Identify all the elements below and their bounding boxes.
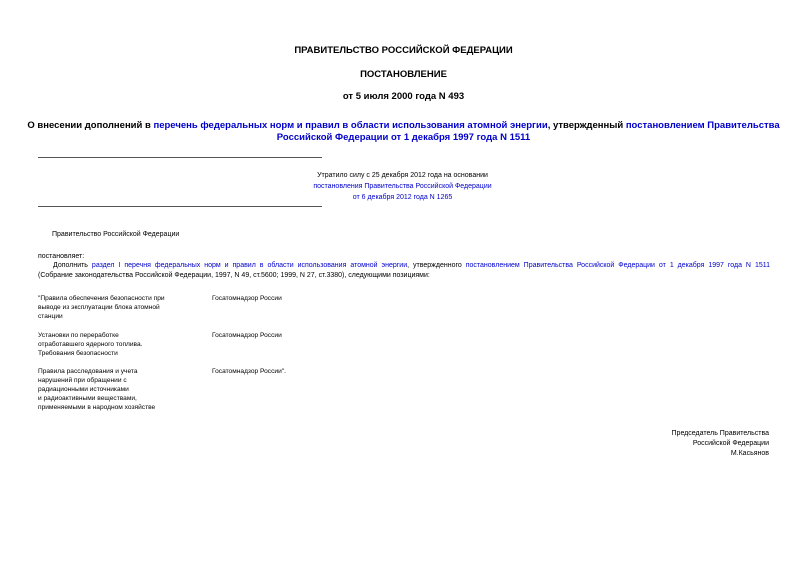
heading-link-resolution-1[interactable]: постановлением Правительства [625,120,780,131]
decides-text: постановляет: [38,253,85,260]
position-line: радиационными источниками [38,386,129,393]
heading-text-1: О внесении дополнений в [27,120,154,131]
divider-top [38,157,322,158]
paragraph-text-2: , утвержденного [407,262,466,269]
main-paragraph [38,261,770,280]
signature-block [672,429,769,459]
status-note [300,170,505,203]
position-line: отработавшего ядерного топлива. [38,341,143,348]
position-2-authority: Госатомнадзор России [212,332,282,339]
position-line: Требования безопасности [38,350,118,357]
position-line: "Правила обеспечения безопасности при [38,295,165,302]
signature-title-2: Российской Федерации [692,440,769,447]
position-1-authority: Госатомнадзор России [212,295,282,302]
position-3-title [38,367,188,412]
status-note-text: Утратило силу с 25 декабря 2012 года на основании [317,172,488,179]
signature-title-1: Председатель Правительства [671,430,769,437]
heading-text-2: , утвержденный [547,120,626,131]
heading-link-resolution-2[interactable]: Российской Федерации от 1 декабря 1997 года N 1511 [276,132,531,143]
position-line: Правила расследования и учета [38,368,138,375]
signature-name: М.Касьянов [730,450,769,457]
position-line: и радиоактивными веществами, [38,395,137,402]
position-3-authority: Госатомнадзор России". [212,368,286,375]
paragraph-text-3: (Собрание законодательства Российской Федерации, 1997, N 49, ст.5600; 1999, N 27, ст.3380), следующими позициями: [38,271,430,279]
position-line: выводе из эксплуатации блока атомной [38,304,160,311]
status-note-link-1[interactable]: постановления Правительства Российской Федерации [313,183,492,190]
position-line: нарушений при обращении с [38,377,127,384]
paragraph-link-section[interactable]: раздел I перечня федеральных норм и правил в области использования атомной энергии [91,262,408,269]
position-2-title [38,331,188,358]
issuer-text: Правительство Российской Федерации [52,231,180,238]
document-type: ПОСТАНОВЛЕНИЕ [360,69,447,80]
paragraph-link-resolution[interactable]: постановлением Правительства Российской Федерации от 1 декабря 1997 года N 1511 [465,262,770,269]
divider-bottom [38,206,322,207]
status-note-link-2[interactable]: от 6 декабря 2012 года N 1265 [352,194,453,201]
document-heading [0,120,807,144]
position-1-title [38,294,188,321]
position-line: Установки по переработке [38,332,119,339]
paragraph-text-1: Дополнить [53,262,92,269]
position-line: станции [38,313,63,320]
org-title: ПРАВИТЕЛЬСТВО РОССИЙСКОЙ ФЕДЕРАЦИИ [294,45,513,56]
document-date-number: от 5 июля 2000 года N 493 [342,91,465,102]
heading-link-norms-list[interactable]: перечень федеральных норм и правил в области использования атомной энергии [153,120,548,131]
position-line: применяемыми в народном хозяйстве [38,404,156,411]
